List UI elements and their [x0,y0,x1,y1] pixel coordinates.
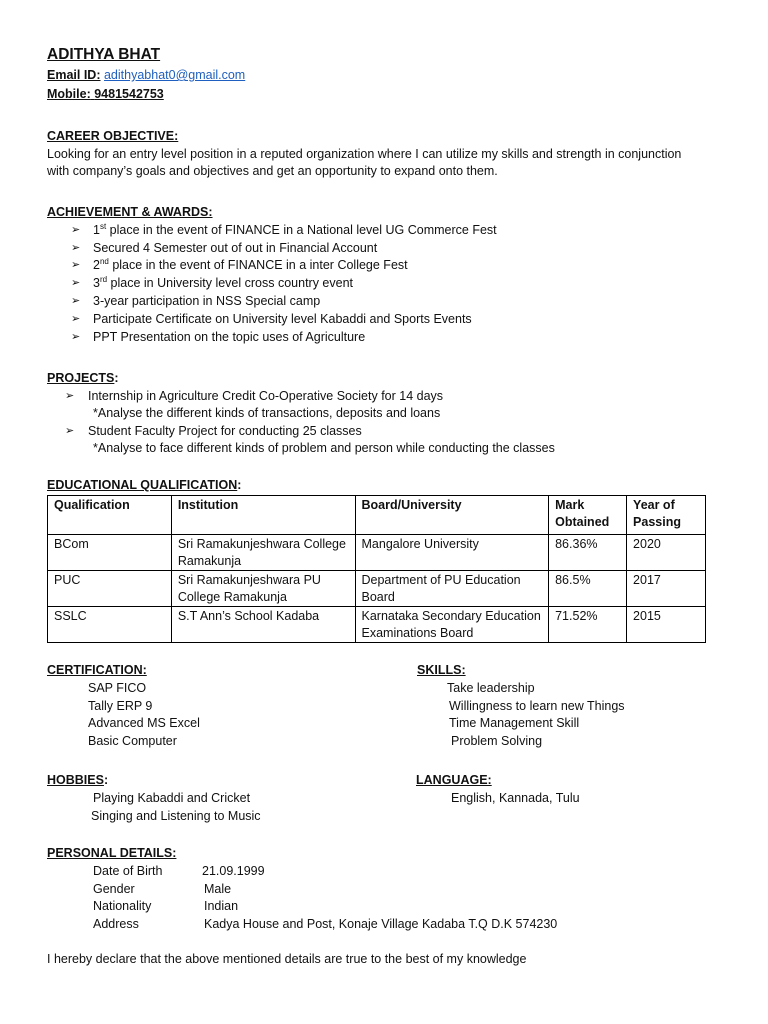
certification-item: Tally ERP 9 [88,699,153,713]
table-cell: 86.5% [549,571,627,607]
achievement-item: PPT Presentation on the topic uses of Agriculture [93,330,366,344]
personal-label: Date of Birth [93,864,163,878]
personal-label: Address [93,917,139,931]
project-detail: *Analyse to face different kinds of problem and person while conducting the classes [93,441,555,455]
education-table [47,495,706,643]
hobbies-heading: HOBBIES: [47,773,109,787]
table-cell: 2015 [627,607,706,643]
skill-item: Willingness to learn new Things [449,699,625,713]
skill-item: Take leadership [447,681,535,695]
table-cell: SSLC [48,607,172,643]
personal-value: 21.09.1999 [202,864,265,878]
career-objective-heading: CAREER OBJECTIVE: [47,129,179,143]
personal-label: Gender [93,882,135,896]
column-header: Mark Obtained [549,496,627,535]
language-heading: LANGUAGE: [416,773,492,787]
project-detail: *Analyse the different kinds of transactions, deposits and loans [93,406,441,420]
arrow-bullet-icon: ➢ [65,425,75,437]
mobile-line [47,86,164,103]
language-value: English, Kannada, Tulu [451,791,580,805]
arrow-bullet-icon: ➢ [71,277,81,289]
table-cell: PUC [48,571,172,607]
personal-value: Indian [204,899,239,913]
career-objective-text-line-2: with company’s goals and objectives and get an opportunity to expand onto them. [47,164,498,178]
column-header: Qualification [48,496,172,535]
project-title: Internship in Agriculture Credit Co-Operative Society for 14 days [88,389,444,403]
career-objective-text-line-1: Looking for an entry level position in a reputed organization where I can utilize my skills and strength in conjunction [47,147,682,161]
achievement-item: 3rd place in University level cross country event [93,274,354,290]
table-cell: Sri Ramakunjeshwara College Ramakunja [171,535,355,571]
table-cell: BCom [48,535,172,571]
certification-item: SAP FICO [88,681,147,695]
personal-label: Nationality [93,899,152,913]
table-cell: 86.36% [549,535,627,571]
achievement-item: 3-year participation in NSS Special camp [93,294,321,308]
email-label: Email ID: [47,68,101,82]
project-title: Student Faculty Project for conducting 25 classes [88,424,362,438]
personal-value: Kadya House and Post, Konaje Village Kadaba T.Q D.K 574230 [204,917,558,931]
column-header: Institution [171,496,355,535]
mobile-number: 9481542753 [94,87,164,101]
arrow-bullet-icon: ➢ [71,242,81,254]
achievements-heading: ACHIEVEMENT & AWARDS: [47,205,213,219]
mobile-label: Mobile: [47,87,91,101]
achievement-item: Secured 4 Semester out of out in Financial Account [93,241,378,255]
table-cell: Karnataka Secondary Education Examinations Board [355,607,549,643]
skills-heading: SKILLS: [417,663,466,677]
table-row [48,571,706,607]
certification-item: Advanced MS Excel [88,716,200,730]
arrow-bullet-icon: ➢ [71,259,81,271]
personal-details-heading: PERSONAL DETAILS: [47,846,177,860]
email-line [47,67,245,84]
certification-item: Basic Computer [88,734,177,748]
achievement-item: Participate Certificate on University level Kabaddi and Sports Events [93,312,472,326]
skill-item: Time Management Skill [449,716,580,730]
education-heading: EDUCATIONAL QUALIFICATION: [47,478,242,492]
table-cell: Department of PU Education Board [355,571,549,607]
arrow-bullet-icon: ➢ [71,295,81,307]
achievement-item: 1st place in the event of FINANCE in a National level UG Commerce Fest [93,221,497,237]
arrow-bullet-icon: ➢ [71,331,81,343]
column-header: Year of Passing [627,496,706,535]
achievement-item: 2nd place in the event of FINANCE in a inter College Fest [93,256,408,272]
skill-item: Problem Solving [451,734,543,748]
personal-value: Male [204,882,232,896]
arrow-bullet-icon: ➢ [65,390,75,402]
certification-heading: CERTIFICATION: [47,663,147,677]
table-cell: Sri Ramakunjeshwara PU College Ramakunja [171,571,355,607]
table-cell: 2020 [627,535,706,571]
table-cell: 71.52% [549,607,627,643]
table-cell: 2017 [627,571,706,607]
arrow-bullet-icon: ➢ [71,224,81,236]
table-cell: Mangalore University [355,535,549,571]
table-row [48,535,706,571]
candidate-name: ADITHYA BHAT [47,46,161,63]
table-header-row [48,496,706,535]
email-link[interactable]: adithyabhat0@gmail.com [103,68,246,82]
table-row [48,607,706,643]
hobby-item: Playing Kabaddi and Cricket [93,791,251,805]
hobby-item: Singing and Listening to Music [91,809,261,823]
arrow-bullet-icon: ➢ [71,313,81,325]
table-cell: S.T Ann’s School Kadaba [171,607,355,643]
projects-heading: PROJECTS: [47,371,119,385]
column-header: Board/University [355,496,549,535]
declaration-text: I hereby declare that the above mentioned details are true to the best of my knowledge [47,952,527,966]
